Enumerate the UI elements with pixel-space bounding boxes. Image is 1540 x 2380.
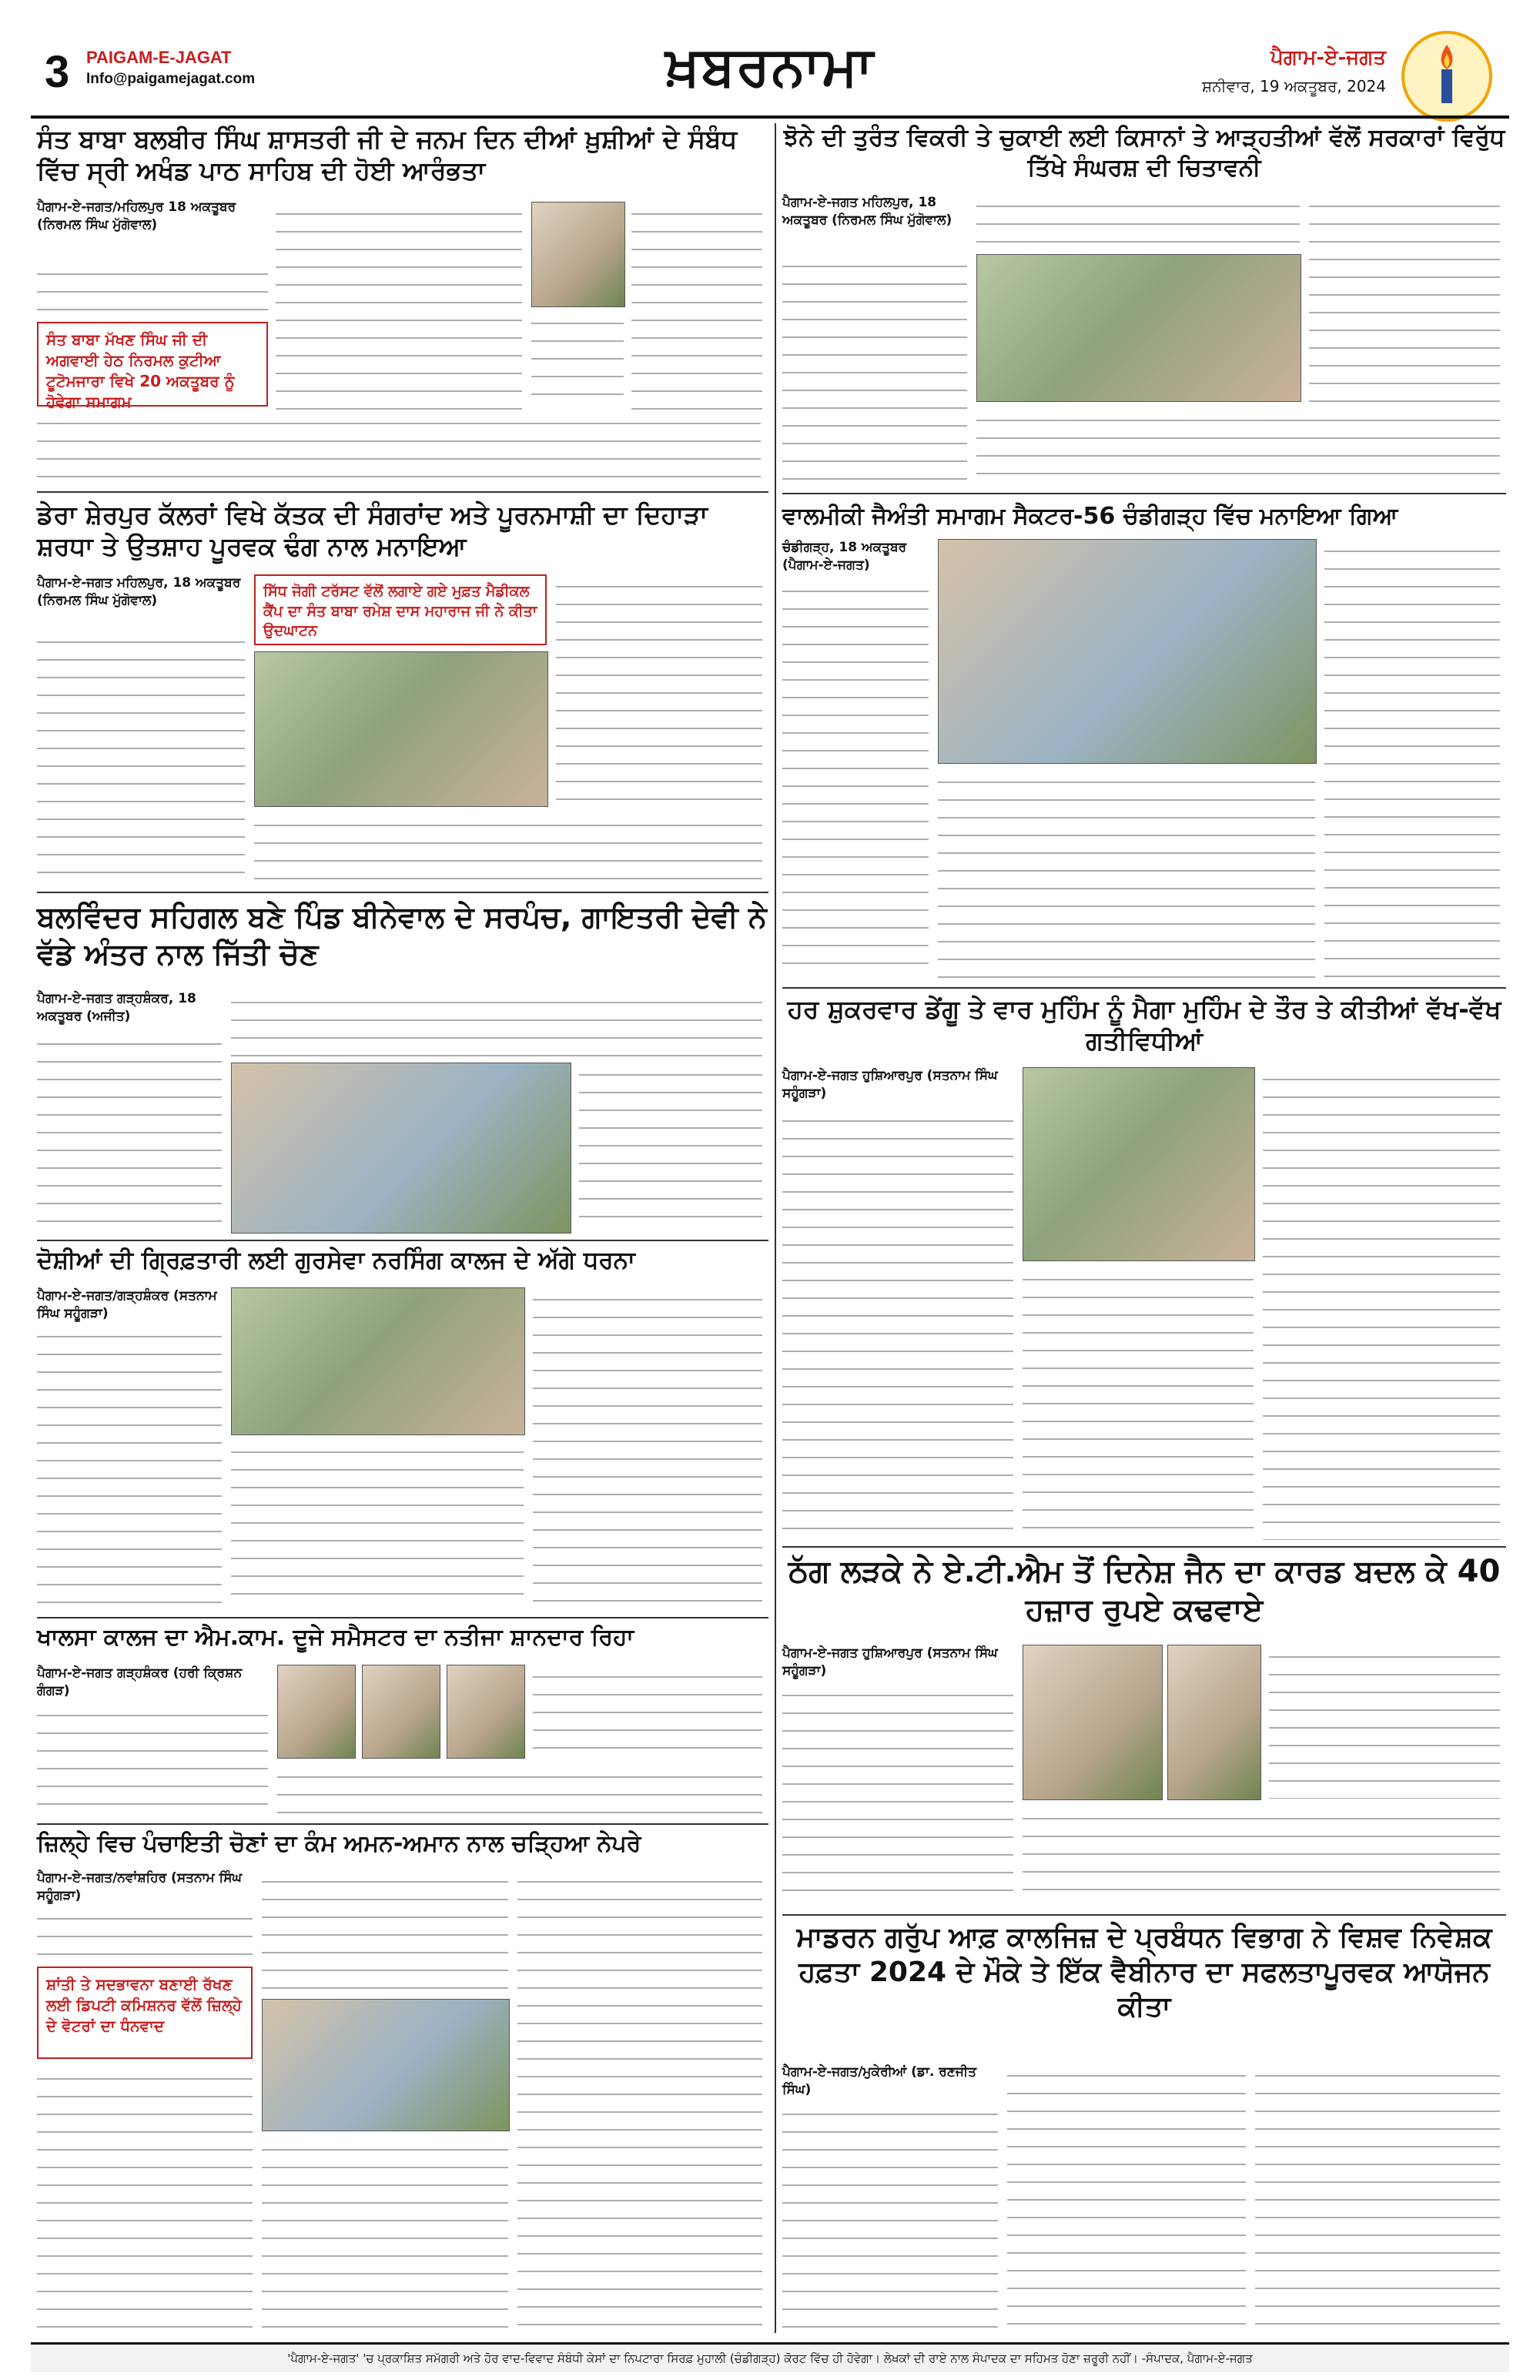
article-body-text [277, 1765, 762, 1816]
article-body-text [579, 1063, 762, 1232]
article-headline: ਦੋਸ਼ੀਆਂ ਦੀ ਗ੍ਰਿਫ਼ਤਾਰੀ ਲਈ ਗੁਰਸੇਵਾ ਨਰਸਿੰਗ ਕਾਲਜ ਦੇ ਅੱਗੇ ਧਰਨਾ [37, 1247, 635, 1274]
student-photo [362, 1665, 440, 1759]
article-body-text [276, 202, 522, 410]
article-byline: ਪੈਗਾਮ-ਏ-ਜਗਤ ਹੁਸ਼ਿਆਰਪੁਰ (ਸਤਨਾਮ ਸਿੰਘ ਸਹੂੰਗੜਾ) [782, 1068, 998, 1101]
article-photo-dengue [1023, 1067, 1255, 1261]
article-headline: ਮਾਡਰਨ ਗਰੁੱਪ ਆਫ਼ ਕਾਲਜਿਜ਼ ਦੇ ਪ੍ਰਬੰਧਨ ਵਿਭਾਗ ਨੇ ਵਿਸ਼ਵ ਨਿਵੇਸ਼ਕ ਹਫ਼ਤਾ 2024 ਦੇ ਮੌਕੇ ਤੇ ਇੱਕ ਵੈਬੀਨਾਰ ਦਾ ਸਫਲਤਾਪੂਰਵਕ ਆਯੋਜਨ ਕੀਤਾ [796, 1922, 1492, 2023]
newspaper-logo [1401, 31, 1492, 122]
article-body-text [631, 202, 762, 410]
article-body-text [938, 770, 1315, 979]
article-body-text [556, 574, 762, 805]
article-divider [37, 1617, 768, 1618]
article-body-text [1263, 1067, 1500, 1540]
article-body-text [976, 408, 1500, 485]
student-photo [447, 1665, 525, 1759]
article-body-text [1269, 1645, 1500, 1799]
email-address: Info@paigamejagat.com [86, 71, 256, 87]
article-body-text [262, 2137, 508, 2328]
article-body-text [1324, 539, 1500, 979]
article-photo-portrait [531, 202, 625, 307]
article-headline: ਖਾਲਸਾ ਕਾਲਜ ਦਾ ਐਮ.ਕਾਮ. ਦੂਜੇ ਸਮੈਸਟਰ ਦਾ ਨਤੀਜਾ ਸ਼ਾਨਦਾਰ ਰਿਹਾ [37, 1624, 634, 1651]
article-photo-group [231, 1063, 571, 1234]
article-body-text [782, 2102, 998, 2328]
torch-icon [1404, 34, 1489, 119]
article-photo-farmers [976, 254, 1301, 402]
article-photo-portrait [1167, 1645, 1261, 1800]
article-photo-ceremony [938, 539, 1317, 764]
article-highlight-box: ਸਿੱਧ ਜੋਗੀ ਟਰੱਸਟ ਵੱਲੋਂ ਲਗਾਏ ਗਏ ਮੁਫ਼ਤ ਮੈਡੀਕਲ ਕੈਂਪ ਦਾ ਸੰਤ ਬਾਬਾ ਰਮੇਸ਼ ਦਾਸ ਮਹਾਰਾਜ ਜੀ ਨੇ ਕੀਤਾ ਉਦਘਾਟਨ [254, 574, 547, 645]
article-headline: ਡੇਰਾ ਸ਼ੇਰਪੁਰ ਕੱਲਰਾਂ ਵਿਖੇ ਕੱਤਕ ਦੀ ਸੰਗਰਾਂਦ ਅਤੇ ਪੂਰਨਮਾਸ਼ੀ ਦਾ ਦਿਹਾੜਾ ਸ਼ਰਧਾ ਤੇ ਉਤਸ਼ਾਹ ਪੂਰਵਕ ਢੰਗ ਨਾਲ ਮਨਾਇਆ [37, 500, 708, 562]
article-body-text [231, 1440, 524, 1609]
article-divider [37, 1823, 768, 1825]
article-divider [37, 491, 768, 493]
article-divider [782, 493, 1506, 494]
article-body-text [533, 1665, 762, 1757]
article-byline: ਪੈਗਾਮ-ਏ-ਜਗਤ ਹੁਸ਼ਿਆਰਪੁਰ (ਸਤਨਾਮ ਸਿੰਘ ਸਹੂੰਗੜਾ) [782, 1645, 998, 1679]
article-headline: ਝੋਨੇ ਦੀ ਤੁਰੰਤ ਵਿਕਰੀ ਤੇ ਚੁਕਾਈ ਲਈ ਕਿਸਾਨਾਂ ਤੇ ਆੜ੍ਹਤੀਆਂ ਵੱਲੋਂ ਸਰਕਾਰਾਂ ਵਿਰੁੱਧ ਤਿੱਖੇ ਸੰਘਰਸ਼ ਦੀ ਚਿਤਾਵਨੀ [783, 124, 1505, 182]
article-headline: ਜ਼ਿਲ੍ਹੇ ਵਿਚ ਪੰਚਾਇਤੀ ਚੋਣਾਂ ਦਾ ਕੰਮ ਅਮਨ-ਅਮਾਨ ਨਾਲ ਚੜ੍ਹਿਆ ਨੇਪਰੇ [37, 1830, 641, 1857]
article-photo-portrait [1023, 1645, 1163, 1800]
article-byline: ਪੈਗਾਮ-ਏ-ਜਗਤ/ਨਵਾਂਸ਼ਹਿਰ (ਸਤਨਾਮ ਸਿੰਘ ਸਹੂੰਗੜਾ) [37, 1870, 243, 1903]
article-byline: ਪੈਗਾਮ-ਏ-ਜਗਤ/ਮਹਿਲਪੁਰ 18 ਅਕਤੂਬਰ (ਨਿਰਮਲ ਸਿੰਘ ਮੁੱਗੋਵਾਲ) [37, 199, 236, 233]
article-body-text [782, 579, 929, 979]
article-headline: ਠੱਗ ਲੜਕੇ ਨੇ ਏ.ਟੀ.ਐਮ ਤੋਂ ਦਿਨੇਸ਼ ਜੈਨ ਦਾ ਕਾਰਡ ਬਦਲ ਕੇ 40 ਹਜ਼ਾਰ ਰੁਪਏ ਕਢਵਾਏ [788, 1554, 1501, 1628]
brand-name: PAIGAM-E-JAGAT [86, 48, 232, 67]
article-byline: ਪੈਗਾਮ-ਏ-ਜਗਤ/ਮੁਕੇਰੀਆਂ (ਡਾ. ਰਣਜੀਤ ਸਿੰਘ) [782, 2064, 976, 2097]
page-number: 3 [45, 47, 70, 97]
article-body-text [1023, 1267, 1254, 1540]
brand-name-punjabi: ਪੈਗਾਮ-ਏ-ਜਗਤ [1270, 46, 1386, 69]
article-divider [37, 1240, 768, 1241]
article-body-text [517, 1870, 762, 2328]
article-photo-group [254, 651, 548, 807]
article-body-text [533, 1287, 762, 1609]
article-body-text [37, 411, 761, 484]
column-divider [775, 123, 776, 2333]
article-headline: ਵਾਲਮੀਕੀ ਜੈਅੰਤੀ ਸਮਾਗਮ ਸੈਕਟਰ-56 ਚੰਡੀਗੜ੍ਹ ਵਿੱਚ ਮਨਾਇਆ ਗਿਆ [782, 503, 1398, 530]
article-body-text [1007, 2064, 1246, 2328]
article-body-text [37, 262, 268, 316]
article-byline: ਪੈਗਾਮ-ਏ-ਜਗਤ ਗੜ੍ਹਸ਼ੰਕਰ, 18 ਅਕਤੂਬਰ (ਅਜੀਤ) [37, 991, 196, 1024]
masthead-rule [31, 115, 1509, 119]
article-headline: ਹਰ ਸ਼ੁਕਰਵਾਰ ਡੇਂਗੂ ਤੇ ਵਾਰ ਮੁਹਿੰਮ ਨੂੰ ਮੈਗਾ ਮੁਹਿੰਮ ਦੇ ਤੌਰ ਤੇ ਕੀਤੀਆਂ ਵੱਖ-ਵੱਖ ਗਤੀਵਿਧੀਆਂ [787, 994, 1502, 1056]
article-highlight-box: ਸੰਤ ਬਾਬਾ ਮੱਖਣ ਸਿੰਘ ਜੀ ਦੀ ਅਗਵਾਈ ਹੇਠ ਨਿਰਮਲ ਕੁਟੀਆ ਟੂਟੋਮਜਾਰਾ ਵਿਖੇ 20 ਅਕਤੂਬਰ ਨੂੰ ਹੋਵੇਗਾ ਸਮਾਗਮ [37, 322, 268, 407]
article-byline: ਪੈਗਾਮ-ਏ-ਜਗਤ ਗੜ੍ਹਸ਼ੰਕਰ (ਹਰੀ ਕ੍ਰਿਸ਼ਨ ਗੰਗੜ) [37, 1665, 243, 1699]
article-headline: ਬਲਵਿੰਦਰ ਸਹਿਗਲ ਬਣੇ ਪਿੰਡ ਬੀਨੇਵਾਲ ਦੇ ਸਰਪੰਚ, ਗਾਇਤਰੀ ਦੇਵੀ ਨੇ ਵੱਡੇ ਅੰਤਰ ਨਾਲ ਜਿੱਤੀ ਚੋਣ [37, 900, 767, 971]
article-body-text [1309, 194, 1500, 402]
article-body-text [37, 1032, 222, 1232]
article-body-text [37, 1324, 222, 1609]
issue-date: ਸ਼ਨੀਵਾਰ, 19 ਅਕਤੂਬਰ, 2024 [1201, 77, 1386, 95]
article-highlight-box: ਸ਼ਾਂਤੀ ਤੇ ਸਦਭਾਵਨਾ ਬਣਾਈ ਰੱਖਣ ਲਈ ਡਿਪਟੀ ਕਮਿਸ਼ਨਰ ਵੱਲੋਂ ਜ਼ਿਲ੍ਹੇ ਦੇ ਵੋਟਰਾਂ ਦਾ ਧੰਨਵਾਦ [37, 1967, 253, 2059]
article-body-text [782, 1109, 1013, 1540]
article-byline: ਪੈਗਾਮ-ਏ-ਜਗਤ/ਗੜ੍ਹਸ਼ੰਕਰ (ਸਤਨਾਮ ਸਿੰਘ ਸਹੂੰਗੜਾ) [37, 1288, 217, 1321]
article-body-text [976, 194, 1300, 248]
article-byline: ਪੈਗਾਮ-ਏ-ਜਗਤ ਮਹਿਲਪੁਰ, 18 ਅਕਤੂਬਰ (ਨਿਰਮਲ ਸਿੰਘ ਮੁੱਗੋਵਾਲ) [782, 195, 952, 228]
article-body-text [254, 813, 762, 884]
article-body-text [231, 990, 762, 1056]
article-byline: ਚੰਡੀਗੜ੍ਹ, 18 ਅਕਤੂਬਰ (ਪੈਗਾਮ-ਏ-ਜਗਤ) [782, 540, 907, 573]
article-divider [782, 987, 1506, 989]
article-divider [782, 1546, 1506, 1548]
article-photo-protest [231, 1287, 525, 1435]
article-body-text [37, 630, 245, 884]
footer-disclaimer: 'ਪੈਗਾਮ-ਏ-ਜਗਤ' 'ਚ ਪ੍ਰਕਾਸ਼ਿਤ ਸਮੱਗਰੀ ਅਤੇ ਹੋਰ ਵਾਦ-ਵਿਵਾਦ ਸੰਬੰਧੀ ਕੇਸਾਂ ਦਾ ਨਿਪਟਾਰਾ ਸਿਰਫ਼ ਮੁਹਾਲੀ (ਚੰਡੀਗੜ੍ਹ) ਕੋਰਟ ਵਿੱਚ ਹੀ ਹੋਵੇਗਾ। ਲੇਖਕਾਂ ਦੀ ਰਾਏ ਨਾਲ ਸੰਪਾਦਕ ਦਾ ਸਹਿਮਤ ਹੋਣਾ ਜ਼ਰੂਰੀ ਨਹੀਂ। -ਸੰਪਾਦਕ, ਪੈਗਾਮ-ਏ-ਜਗਤ [31, 2342, 1509, 2372]
article-body-text [37, 1906, 253, 1960]
article-divider [37, 892, 768, 893]
article-headline: ਸੰਤ ਬਾਬਾ ਬਲਬੀਰ ਸਿੰਘ ਸ਼ਾਸਤਰੀ ਜੀ ਦੇ ਜਨਮ ਦਿਨ ਦੀਆਂ ਖ਼ੁਸ਼ੀਆਂ ਦੇ ਸੰਬੰਧ ਵਿੱਚ ਸ੍ਰੀ ਅਖੰਡ ਪਾਠ ਸਾਹਿਬ ਦੀ ਹੋਈ ਆਰੰਭਤਾ [37, 124, 738, 186]
article-body-text [37, 2067, 253, 2328]
student-photo [277, 1665, 356, 1759]
article-divider [782, 1914, 1506, 1916]
article-body-text [1255, 2064, 1500, 2328]
article-body-text [782, 254, 967, 485]
article-body-text [1023, 1806, 1500, 1906]
article-body-text [37, 1703, 268, 1816]
article-body-text [531, 311, 624, 410]
article-body-text [262, 1870, 508, 1993]
article-body-text [782, 1683, 1013, 1906]
section-title: ਖ਼ਬਰਨਾਮਾ [665, 34, 875, 98]
article-byline: ਪੈਗਾਮ-ਏ-ਜਗਤ ਮਹਿਲਪੁਰ, 18 ਅਕਤੂਬਰ (ਨਿਰਮਲ ਸਿੰਘ ਮੁੱਗੋਵਾਲ) [37, 575, 241, 608]
article-photo-officials [262, 1999, 510, 2131]
